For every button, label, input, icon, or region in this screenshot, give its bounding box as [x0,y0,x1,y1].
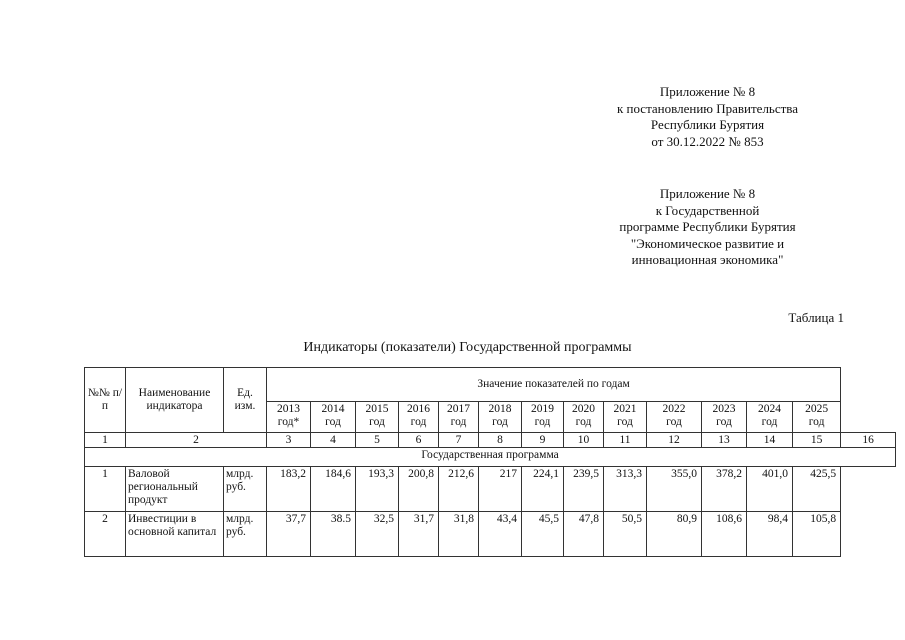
indicator-value: 45,5 [522,512,564,557]
column-number: 16 [841,433,896,448]
indicator-value: 105,8 [793,512,841,557]
header-year-suffix: год [575,416,592,428]
header-year-suffix: год [761,416,778,428]
table-column-numbers-row [85,433,896,448]
header-year-suffix: год [492,416,508,428]
column-number: 8 [479,433,522,448]
header-year: 2014 [321,403,345,415]
indicator-value: 355,0 [647,467,702,512]
appendix-1-line: к постановлению Правительства [616,100,799,116]
column-number: 9 [522,433,564,448]
header-year-cell [522,402,564,433]
indicator-value: 43,4 [479,512,522,557]
header-year-cell [604,402,647,433]
header-year-suffix: год [716,416,732,428]
header-year: 2016 [407,403,430,415]
header-year-suffix: год [410,416,427,428]
header-unit: Ед. изм. [224,368,267,433]
appendix-2-line: к Государственной [655,202,760,218]
indicator-unit: млрд. руб. [224,512,267,557]
column-number: 2 [126,433,267,448]
header-year-suffix: год [325,416,341,428]
indicator-value: 38.5 [311,512,356,557]
table-row [85,512,896,557]
indicator-value: 80,9 [647,512,702,557]
header-year-cell [439,402,479,433]
header-year-suffix: год [617,416,633,428]
indicator-value: 212,6 [439,467,479,512]
header-year-cell [267,402,311,433]
appendix-2-line: инновационная экономика" [631,252,784,267]
indicator-value: 50,5 [604,512,647,557]
header-year: 2017 [447,403,470,415]
indicator-unit: млрд. руб. [224,467,267,512]
indicator-value: 217 [479,467,522,512]
appendix-1-line: Республики Бурятия [650,117,765,132]
header-indicator-name: Наименование индикатора [126,368,224,433]
header-year: 2013 [277,403,300,415]
column-number: 14 [747,433,793,448]
column-number: 4 [311,433,356,448]
appendix-2-line: программе Республики Бурятия [619,219,796,234]
table-number: Таблица 1 [788,310,844,325]
table-row [85,467,896,512]
column-number: 10 [564,433,604,448]
indicator-name: Валовой региональный продукт [126,467,224,512]
header-year-cell [747,402,793,433]
column-number: 15 [793,433,841,448]
header-year-cell [479,402,522,433]
indicator-value: 31,7 [399,512,439,557]
appendix-2-line: "Экономическое развитие и [630,235,785,251]
column-number: 12 [647,433,702,448]
header-year: 2015 [365,403,389,415]
header-year-cell [564,402,604,433]
header-year-suffix: год [666,416,682,428]
indicators-table [84,367,896,557]
indicator-value: 108,6 [702,512,747,557]
table-section-row [85,448,896,467]
header-year-suffix: год [450,416,467,428]
indicator-value: 193,3 [356,467,399,512]
column-number: 1 [85,433,126,448]
header-year-cell [399,402,439,433]
row-number: 2 [85,512,126,557]
header-year: 2024 [758,403,781,415]
column-number: 6 [399,433,439,448]
column-number: 11 [604,433,647,448]
header-year: 2019 [531,403,554,415]
header-year-suffix: год [369,416,385,428]
appendix-1-line: Приложение № 8 [659,84,756,99]
indicator-value: 425,5 [793,467,841,512]
column-number: 7 [439,433,479,448]
header-year-suffix: год* [277,416,300,428]
indicator-value: 313,3 [604,467,647,512]
row-number: 1 [85,467,126,512]
column-number: 3 [267,433,311,448]
indicator-value: 184,6 [311,467,356,512]
table-title: Индикаторы (показатели) Государственной программы [303,340,632,355]
appendix-2-header [580,186,835,269]
section-label: Государственная программа [85,448,896,467]
indicator-value: 401,0 [747,467,793,512]
header-num: №№ п/п [85,368,126,433]
header-year-suffix: год [808,416,825,428]
appendix-1-header [580,84,835,150]
header-year-cell [702,402,747,433]
indicator-value: 183,2 [267,467,311,512]
header-year-cell [793,402,841,433]
indicator-name: Инвестиции в основной капитал [126,512,224,557]
header-year: 2020 [572,403,595,415]
indicator-value: 98,4 [747,512,793,557]
column-number: 5 [356,433,399,448]
indicator-value: 239,5 [564,467,604,512]
header-year-cell [311,402,356,433]
header-values-by-year: Значение показателей по годам [267,368,841,402]
indicator-value: 200,8 [399,467,439,512]
appendix-2-line: Приложение № 8 [659,186,756,201]
header-year-suffix: год [534,416,551,428]
column-number: 13 [702,433,747,448]
header-year: 2023 [712,403,736,415]
appendix-1-line: от 30.12.2022 № 853 [651,133,764,149]
header-year: 2021 [613,403,637,415]
indicator-value: 32,5 [356,512,399,557]
header-year: 2018 [488,403,512,415]
indicator-value: 47,8 [564,512,604,557]
header-year: 2022 [662,403,686,415]
header-year-cell [356,402,399,433]
header-year: 2025 [805,403,829,415]
table-header-row [85,368,896,402]
indicator-value: 31,8 [439,512,479,557]
indicator-value: 378,2 [702,467,747,512]
indicator-value: 224,1 [522,467,564,512]
indicator-value: 37,7 [267,512,311,557]
header-year-cell [647,402,702,433]
